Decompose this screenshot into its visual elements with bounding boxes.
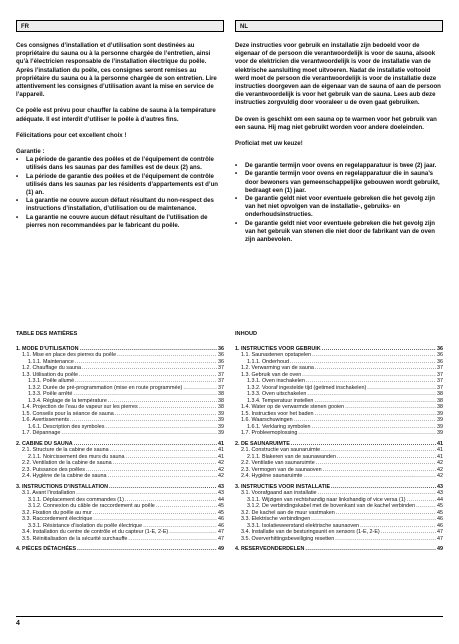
- guarantee-item: • De garantie termijn voor ovens en regelapparatuur die in sauna’s door bewoners van gemeenschappelijke gebouwen wordt gebruikt, bedraagt een (1) jaar.: [235, 170, 443, 195]
- toc-entry-page: 39: [218, 417, 224, 423]
- toc-entry-title: 2.1. Structure de la cabine de sauna: [22, 447, 109, 453]
- toc-entry-title: 2.3. Puissance des poêles: [22, 466, 85, 473]
- toc-entry: [16, 546, 224, 553]
- toc-entry-page: 38: [437, 404, 443, 410]
- intro-paragraph: Ce poêle est prévu pour chauffer la cabine de sauna à la température adéquate. Il est interdit d’utiliser le poêle à d’autres fins.: [16, 107, 216, 123]
- toc-entry-page: 39: [437, 430, 443, 436]
- guarantee-item: • La garantie ne couvre aucun défaut résultant du non-respect des instructions d’installation, d’utilisation ou de maintenance.: [16, 197, 224, 213]
- toc-entry-title: 1.3.4. Réglage de la température: [28, 397, 107, 404]
- toc-entry-page: 36: [218, 352, 224, 358]
- toc-entry-title: 3.1. Avant l’installation: [22, 490, 76, 496]
- toc-entry-title: 4. RESERVEONDERDELEN: [235, 546, 305, 552]
- toc-entry-page: 42: [437, 473, 443, 479]
- toc-entry-page: 38: [218, 391, 224, 397]
- toc-entry-page: 38: [437, 391, 443, 397]
- toc-entry-title: 1.3.2. Vooraf ingestelde tijd (getimed inschakelen): [247, 384, 367, 391]
- toc-entry-page: 45: [218, 509, 224, 516]
- toc-title: INHOUD: [235, 331, 258, 337]
- toc-entry-title: 1.3.1. Oven inschakelen: [247, 378, 305, 384]
- toc-entry-title: 1.7. Dépannage: [22, 430, 61, 436]
- toc-entry-page: 37: [437, 384, 443, 391]
- toc-entry-title: 1.2. Verwarming van de sauna: [241, 365, 314, 371]
- toc-leader-dots: [77, 546, 217, 553]
- toc-entry-page: 37: [218, 378, 224, 384]
- toc-entry-page: 46: [437, 522, 443, 529]
- toc-entry-title: 3.2. Fixation du poêle au mur: [22, 509, 92, 516]
- toc-entry-title: 2.2. Ventilatie van saunaruimte: [241, 460, 315, 466]
- toc-entry-title: 1.1.1. Onderhoud: [247, 358, 289, 365]
- toc-leader-dots: [108, 473, 217, 480]
- toc-entry-title: 1.3.3. Oven uitschakelen: [247, 391, 307, 397]
- toc-entry-page: 46: [218, 522, 224, 529]
- toc-entry-page: 41: [437, 447, 443, 453]
- toc-entry-page: 42: [437, 466, 443, 473]
- language-label-nl: NL: [235, 20, 443, 32]
- toc-entry-title: 3.1.1. Wijzigen van rechtshandig naar linkshandig of vice versa (1): [247, 496, 406, 503]
- toc-entry-title: 3. INSTRUCTIONS D’INSTALLATION: [16, 483, 109, 490]
- toc-entry-page: 39: [437, 417, 443, 423]
- toc-entry: [235, 546, 443, 553]
- toc-entry-page: 41: [437, 453, 443, 460]
- toc-entry-title: 3.1.2. Connexion du câble de raccordement au poêle: [28, 503, 155, 509]
- toc-entry-title: 1.1. Saunastenen opstapelen: [241, 352, 312, 358]
- toc-leader-dots: [61, 430, 217, 437]
- toc-leader-dots: [298, 430, 436, 437]
- toc-entry-title: 2.2. Ventilation de la cabine de sauna: [22, 460, 112, 466]
- toc-entry-page: 36: [218, 345, 224, 352]
- toc-entry-page: 39: [218, 410, 224, 417]
- toc-leader-dots: [335, 536, 436, 543]
- toc-entry-page: 36: [437, 358, 443, 365]
- toc-entry-page: 46: [437, 516, 443, 522]
- toc-entry-page: 42: [218, 466, 224, 473]
- footer-divider: [16, 616, 443, 617]
- guarantee-item: • La période de garantie des poêles et de l’équipement de contrôle utilisés dans les saunas par des familles est de deux (2) ans.: [16, 156, 224, 172]
- toc-entry-page: 42: [218, 460, 224, 466]
- toc-entry-title: 2.1.1. Blakeren van de saunawanden: [247, 453, 337, 460]
- toc-entry-page: 47: [437, 529, 443, 535]
- toc-entry-page: 41: [218, 447, 224, 453]
- french-intro: [16, 42, 224, 230]
- toc-entry-title: 3.1.1. Déplacement des commandes (1): [28, 496, 124, 503]
- toc-entry-page: 43: [218, 483, 224, 490]
- toc-entry-title: 1.6. Avertissements: [22, 417, 69, 423]
- toc-entry-title: 1.6. Waarschuwingen: [241, 417, 293, 423]
- toc-entry-title: 1.3. Gebruik van de oven: [241, 371, 302, 378]
- guarantee-item: • De garantie geldt niet voor eventuele gebreken die het gevolg zijn van het gebruik van stenen die niet door de fabrikant van de oven zijn aanbevolen.: [235, 220, 443, 245]
- guarantee-list: [16, 156, 224, 230]
- table-of-contents-nl: [235, 331, 443, 553]
- guarantee-item: • De garantie geldt niet voor eventuele gebreken die het gevolg zijn van het niet opvolgen van de installatie-, gebruiks- en onderhoudsinstructies.: [235, 195, 443, 220]
- toc-entry-title: 1.1. Mise en place des pierres du poêle: [22, 352, 117, 358]
- congratulations-text: Félicitations pour cet excellent choix !: [16, 131, 127, 139]
- toc-entry-title: 1.3.2. Durée de pré-programmation (mise en route programmée): [28, 384, 183, 391]
- toc-entry-title: 2. DE SAUNARUIMTE: [235, 440, 290, 447]
- toc-entry-title: 1.3.3. Poêle arrêté: [28, 391, 73, 397]
- toc-entry-title: 1.4. Projection de l’eau de vapeur sur les pierres: [22, 404, 138, 410]
- toc-entry: [235, 430, 443, 437]
- toc-entry-page: 42: [437, 460, 443, 466]
- toc-entry-title: 1.6.1. Description des symboles: [28, 423, 105, 430]
- guarantee-list: [235, 162, 443, 244]
- toc-entry-page: 39: [437, 423, 443, 430]
- toc-entry-title: 1. INSTRUCTIES VOOR GEBRUIK: [235, 345, 321, 352]
- toc-entry-title: 3.5. Réinitialisation de la sécurité surchauffe: [22, 535, 128, 542]
- toc-entry-page: 39: [218, 430, 224, 436]
- toc-entry-page: 47: [218, 535, 224, 542]
- toc-entry-title: 3.3.1. Isolatieweerstand elektrische saunaoven: [247, 522, 360, 529]
- toc-entry: [16, 473, 224, 480]
- intro-paragraph: Ces consignes d’installation et d’utilisation sont destinées au propriétaire du sauna ou à la personne chargée de l’entretien, ainsi qu’à l’électricien responsable de l’installation électrique du poêle. Après l’installation du poêle, ces consignes seront remises au propriétaire du sauna ou à la personne chargée de son entretien. Lire attentivement les consignes d’utilisation avant la mise en service de l’appareil.: [16, 42, 217, 99]
- toc-entry-page: 44: [218, 496, 224, 503]
- toc-entry-page: 47: [218, 529, 224, 535]
- toc-entry-page: 44: [437, 496, 443, 503]
- toc-entry-page: 39: [218, 423, 224, 430]
- guarantee-title: Garantie :: [16, 148, 45, 156]
- page-number: 4: [16, 620, 20, 627]
- toc-entry-page: 37: [218, 371, 224, 378]
- toc-entry-title: 3.3.1. Résistance d’isolation du poêle électrique: [28, 522, 143, 529]
- toc-entry: [16, 536, 224, 543]
- toc-entry-title: 1.4. Water op de verwarmde stenen gooien: [241, 404, 345, 410]
- toc-entry-title: 3.2. De kachel aan de muur vastmaken: [241, 509, 335, 516]
- intro-paragraph: De oven is geschikt om een sauna op te warmen voor het gebruik van een sauna. Hij mag niet gebruikt worden voor andere doeleinden.: [235, 115, 437, 131]
- toc-entry-title: 2.1.1. Noircissement des murs du sauna: [28, 453, 125, 460]
- toc-leader-dots: [305, 546, 436, 553]
- toc-entry-title: 2. CABINE DU SAUNA: [16, 440, 73, 447]
- toc-entry-page: 38: [218, 404, 224, 410]
- toc-entry-title: 1.3.4. Temperatuur instellen: [247, 397, 314, 404]
- toc-entry-title: 3.1. Voorafgaand aan installatie: [241, 490, 317, 496]
- toc-entry-title: 1.6.1. Verklaring symbolen: [247, 423, 311, 430]
- toc-entry-title: 1.3.1. Poêle allumé: [28, 378, 75, 384]
- intro-paragraph: Deze instructies voor gebruik en installatie zijn bedoeld voor de eigenaar of de persoon die verantwoordelijk is voor de sauna, alsook voor de elektricien die verantwoordelijk is voor de installatie van de elektrische aansluiting moet uitvoeren. Nadat de installatie voltooid werd moet de persoon die verantwoordelijk is voor de installatie deze instructies doorgeven aan de eigenaar van de sauna of aan de persoon die verantwoordelijk is voor het gebruik van de sauna. Lees aub deze instructies zorgvuldig door vooraleer u de oven gaat gebruiken.: [235, 42, 441, 107]
- toc-entry: [16, 430, 224, 437]
- toc-entry-title: 4. PIÈCES DÉTACHÉES: [16, 546, 77, 552]
- toc-entry-title: 2.1. Constructie van saunaruimte: [241, 447, 321, 453]
- toc-entry-page: 45: [437, 509, 443, 516]
- toc-entry-page: 45: [437, 503, 443, 509]
- toc-entry-title: 1.3. Utilisation du poêle: [22, 371, 79, 378]
- toc-leader-dots: [128, 536, 217, 543]
- toc-entry-title: 3.4. Installatie van de besturingsunit en sensors (1-E, 2-E): [241, 529, 380, 535]
- toc-entry-page: 37: [218, 365, 224, 371]
- guarantee-item: • La période de garantie des poêles et de l’équipement de contrôle utilisés dans les saunas par les résidents d’appartements est d’un (1) an.: [16, 173, 224, 198]
- toc-entry-page: 49: [218, 546, 224, 552]
- toc-entry-title: 3.3. Elektrische verbindingen: [241, 516, 311, 522]
- toc-entry-title: 2.4. Hygiëne saunaruimte: [241, 473, 303, 479]
- toc-entry-page: 37: [218, 384, 224, 391]
- toc-entry-title: 2.4. Hygiène de la cabine de sauna: [22, 473, 107, 479]
- toc-entry-page: 41: [218, 453, 224, 460]
- toc-entry-title: 1.5. Conseils pour la séance de sauna: [22, 410, 114, 417]
- toc-entry-page: 42: [218, 473, 224, 479]
- toc-entry-title: 1.2. Chauffage du sauna: [22, 365, 81, 371]
- toc-entry-title: 3.1.2. De verbindingskabel met de bovenkant van de kachel verbinden: [247, 503, 416, 509]
- toc-entry-page: 37: [437, 378, 443, 384]
- toc-entry-page: 37: [437, 365, 443, 371]
- toc-entry-title: 3.5. Oververhittingsbeveiliging resetten: [241, 535, 335, 542]
- toc-entry: [235, 536, 443, 543]
- toc-entry-title: 1.7. Probleemoplossing: [241, 430, 298, 436]
- guarantee-item: • De garantie termijn voor ovens en regelapparatuur is twee (2) jaar.: [235, 162, 443, 170]
- toc-entry-page: 36: [437, 352, 443, 358]
- toc-entry-page: 49: [437, 546, 443, 552]
- toc-entry-page: 41: [218, 440, 224, 447]
- congratulations-text: Proficiat met uw keuze!: [235, 140, 303, 148]
- toc-entry-title: 3.4. Installation du centre de contrôle et du capteur (1-E, 2-E): [22, 529, 169, 535]
- toc-entry-page: 38: [218, 397, 224, 404]
- toc-entry-title: 2.3. Vermogen van de saunaoven: [241, 466, 322, 473]
- toc-entry-title: 1.1.1. Maintenance: [28, 358, 74, 365]
- toc-entry-page: 39: [437, 410, 443, 417]
- toc-title: TABLE DES MATIÈRES: [16, 331, 78, 337]
- toc-entry-page: 41: [437, 440, 443, 447]
- toc-entry-page: 43: [437, 490, 443, 496]
- toc-entry-title: 1. MODE D’UTILISATION: [16, 345, 79, 352]
- toc-entry-page: 38: [437, 397, 443, 404]
- toc-entry-title: 3.3. Raccordement électrique: [22, 516, 93, 522]
- toc-entry-page: 46: [218, 516, 224, 522]
- toc-entry-page: 36: [218, 358, 224, 365]
- toc-entry-page: 47: [437, 535, 443, 542]
- toc-entry: [235, 473, 443, 480]
- guarantee-item: • La garantie ne couvre aucun défaut résultant de l’utilisation de pierres non recommandées par le fabricant du poêle.: [16, 214, 224, 230]
- toc-leader-dots: [303, 473, 436, 480]
- toc-entry-title: 1.5. Instructies voor het baden: [241, 410, 314, 417]
- toc-entry-page: 43: [437, 483, 443, 490]
- toc-entry-page: 43: [218, 490, 224, 496]
- dutch-intro: [235, 42, 443, 244]
- toc-entry-page: 45: [218, 503, 224, 509]
- table-of-contents-fr: [16, 331, 224, 553]
- toc-entry-page: 36: [437, 345, 443, 352]
- toc-entry-title: 3. INSTRUCTIES VOOR INSTALLATIE: [235, 483, 331, 490]
- toc-entry-page: 37: [437, 371, 443, 378]
- language-label-fr: FR: [16, 20, 224, 32]
